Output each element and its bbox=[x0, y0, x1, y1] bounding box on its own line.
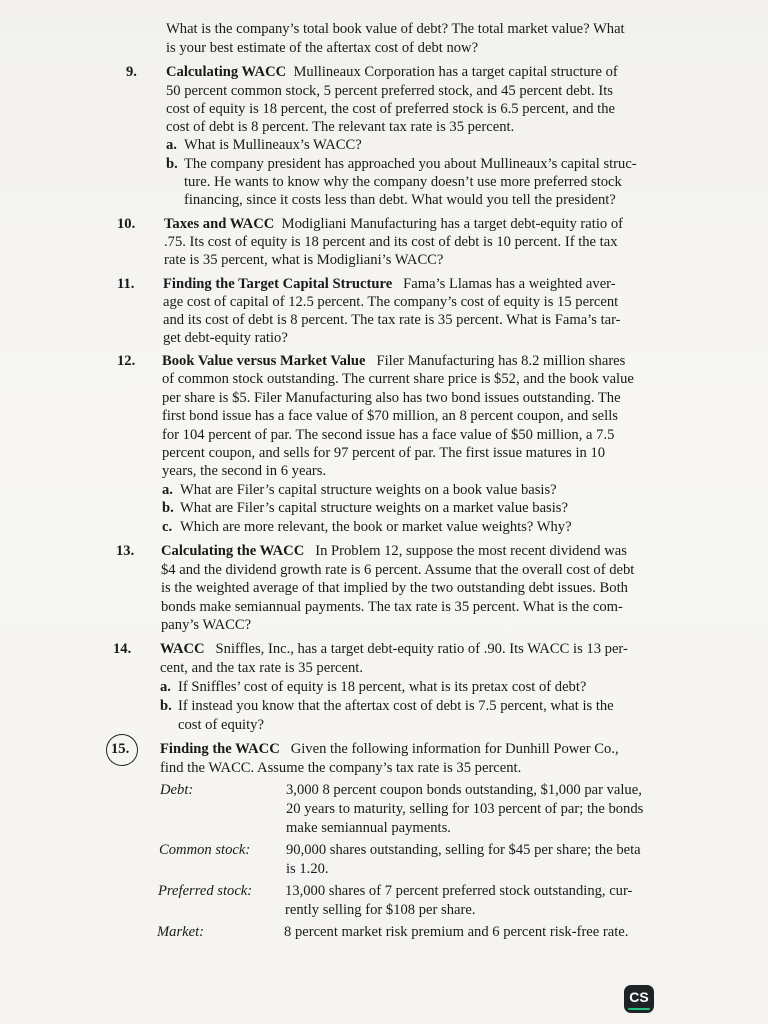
problem-title: Calculating the WACC bbox=[161, 543, 305, 559]
problem-text-line: cost of equity is 18 percent, the cost of preferred stock is 6.5 percent, and the bbox=[166, 101, 616, 117]
problem-title: Finding the Target Capital Structure bbox=[163, 276, 393, 292]
problem-14-first-line bbox=[160, 640, 628, 658]
intro-line-2: is your best estimate of the aftertax cost of debt now? bbox=[166, 40, 479, 56]
problem-text-line: pany’s WACC? bbox=[161, 617, 252, 633]
problem-text-line: is the weighted average of that implied by the two outstanding debt issues. Both bbox=[161, 580, 628, 596]
preferred-stock-text-line: 13,000 shares of 7 percent preferred stock outstanding, cur- bbox=[285, 883, 633, 899]
problem-text-line: find the WACC. Assume the company’s tax rate is 35 percent. bbox=[160, 760, 522, 776]
market-label: Market: bbox=[157, 924, 205, 940]
common-stock-label: Common stock: bbox=[159, 842, 251, 858]
problem-number: 12. bbox=[117, 353, 136, 369]
sub-label: a. bbox=[162, 482, 173, 498]
sub-text: financing, since it costs less than debt. What would you tell the president? bbox=[184, 192, 616, 208]
sub-label: b. bbox=[160, 698, 172, 714]
sub-label: a. bbox=[160, 679, 171, 695]
problem-title: WACC bbox=[160, 641, 205, 657]
problem-title: Taxes and WACC bbox=[164, 216, 275, 232]
problem-text-line: of common stock outstanding. The current share price is $52, and the book value bbox=[162, 371, 634, 387]
problem-number: 13. bbox=[116, 543, 135, 559]
problem-text-line: per share is $5. Filer Manufacturing also has two bond issues outstanding. The bbox=[162, 390, 621, 406]
debt-text-line: make semiannual payments. bbox=[286, 820, 451, 836]
common-stock-text-line: is 1.20. bbox=[286, 861, 329, 877]
problem-number: 14. bbox=[113, 641, 132, 657]
problem-text-line: cent, and the tax rate is 35 percent. bbox=[160, 660, 364, 676]
problem-text-line: percent coupon, and sells for 97 percent of par. The first issue matures in 10 bbox=[162, 445, 606, 461]
sub-text: If instead you know that the aftertax cost of debt is 7.5 percent, what is the bbox=[178, 698, 614, 714]
problem-number: 15. bbox=[111, 741, 130, 757]
problem-text-line: first bond issue has a face value of $70 million, an 8 percent coupon, and sells bbox=[162, 408, 618, 424]
sub-text: If Sniffles’ cost of equity is 18 percent, what is its pretax cost of debt? bbox=[178, 679, 587, 695]
problem-title: Book Value versus Market Value bbox=[162, 353, 366, 369]
sub-text: What are Filer’s capital structure weights on a market value basis? bbox=[180, 500, 568, 516]
sub-label: c. bbox=[162, 519, 173, 535]
problem-text-line: age cost of capital of 12.5 percent. The company’s cost of equity is 15 percent bbox=[163, 294, 619, 310]
sub-label: a. bbox=[166, 137, 177, 153]
problem-text-line: Sniffles, Inc., has a target debt-equity ratio of .90. Its WACC is 13 per- bbox=[215, 641, 628, 657]
problem-text-line: for 104 percent of par. The second issue has a face value of $50 million, a 7.5 bbox=[162, 427, 615, 443]
sub-text: Which are more relevant, the book or market value weights? Why? bbox=[180, 519, 572, 535]
problem-13-first-line bbox=[161, 542, 627, 560]
problem-text-line: In Problem 12, suppose the most recent dividend was bbox=[315, 543, 627, 559]
problem-text-line: Modigliani Manufacturing has a target debt-equity ratio of bbox=[281, 216, 623, 232]
common-stock-text-line: 90,000 shares outstanding, selling for $45 per share; the beta bbox=[286, 842, 641, 858]
sub-text: ture. He wants to know why the company doesn’t use more preferred stock bbox=[184, 174, 622, 190]
debt-label: Debt: bbox=[160, 782, 194, 798]
sub-text: What are Filer’s capital structure weights on a book value basis? bbox=[180, 482, 557, 498]
problem-15-first-line bbox=[160, 740, 619, 758]
camscanner-logo-icon: CS bbox=[624, 985, 654, 1013]
problem-text-line: bonds make semiannual payments. The tax rate is 35 percent. What is the com- bbox=[161, 599, 623, 615]
problem-10-first-line bbox=[164, 215, 623, 233]
sub-label: b. bbox=[166, 156, 178, 172]
problem-text-line: 50 percent common stock, 5 percent preferred stock, and 45 percent debt. Its bbox=[166, 83, 613, 99]
problem-text-line: years, the second in 6 years. bbox=[162, 463, 327, 479]
problem-text-line: Fama’s Llamas has a weighted aver- bbox=[403, 276, 616, 292]
problem-title: Finding the WACC bbox=[160, 741, 280, 757]
market-text: 8 percent market risk premium and 6 percent risk-free rate. bbox=[284, 924, 629, 940]
problem-9-first-line bbox=[166, 63, 618, 81]
debt-text-line: 20 years to maturity, selling for 103 percent of par; the bonds bbox=[286, 801, 644, 817]
problem-12-first-line bbox=[162, 352, 625, 370]
problem-text-line: and its cost of debt is 8 percent. The tax rate is 35 percent. What is Fama’s tar- bbox=[163, 312, 621, 328]
problem-text-line: .75. Its cost of equity is 18 percent and its cost of debt is 10 percent. If the tax bbox=[164, 234, 618, 250]
problem-number: 9. bbox=[126, 64, 137, 80]
sub-label: b. bbox=[162, 500, 174, 516]
problem-text-line: get debt-equity ratio? bbox=[163, 330, 288, 346]
problem-number: 10. bbox=[117, 216, 136, 232]
problem-text-line: rate is 35 percent, what is Modigliani’s WACC? bbox=[164, 252, 444, 268]
preferred-stock-label: Preferred stock: bbox=[158, 883, 253, 899]
problem-number: 11. bbox=[117, 276, 135, 292]
problem-text-line: Filer Manufacturing has 8.2 million shares bbox=[376, 353, 626, 369]
preferred-stock-text-line: rently selling for $108 per share. bbox=[285, 902, 476, 918]
debt-text-line: 3,000 8 percent coupon bonds outstanding, $1,000 par value, bbox=[286, 782, 642, 798]
problem-text-line: Mullineaux Corporation has a target capital structure of bbox=[293, 64, 618, 80]
problem-11-first-line bbox=[163, 275, 616, 293]
problem-text-line: cost of debt is 8 percent. The relevant tax rate is 35 percent. bbox=[166, 119, 515, 135]
problem-text-line: Given the following information for Dunhill Power Co., bbox=[290, 741, 619, 757]
sub-text: What is Mullineaux’s WACC? bbox=[184, 137, 362, 153]
sub-text: The company president has approached you about Mullineaux’s capital struc- bbox=[184, 156, 637, 172]
problem-title: Calculating WACC bbox=[166, 64, 287, 80]
sub-text: cost of equity? bbox=[178, 717, 264, 733]
problem-text-line: $4 and the dividend growth rate is 6 percent. Assume that the overall cost of debt bbox=[161, 562, 635, 578]
intro-line-1: What is the company’s total book value of debt? The total market value? What bbox=[166, 21, 625, 37]
